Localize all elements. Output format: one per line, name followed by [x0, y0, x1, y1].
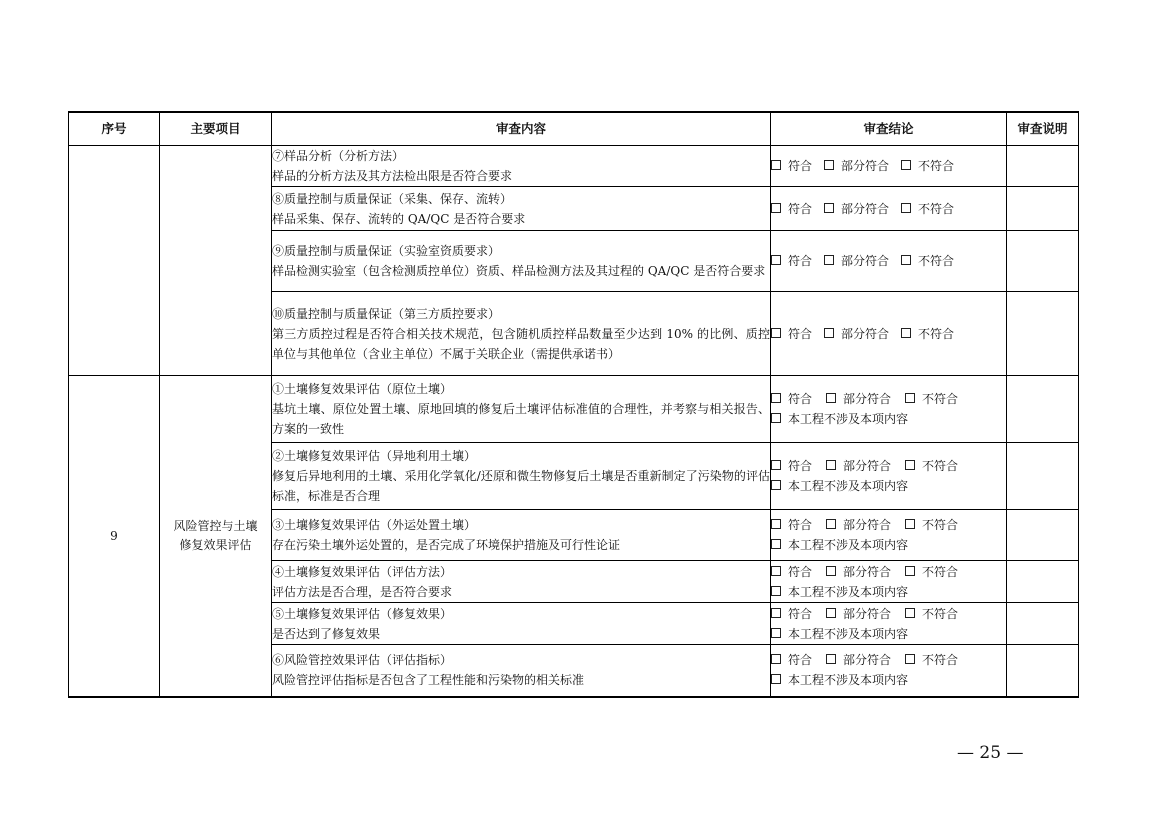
checkbox-label: 不符合 [922, 392, 959, 406]
checkbox-box[interactable] [826, 393, 836, 403]
checkbox-box[interactable] [905, 519, 915, 529]
checkbox-option[interactable] [771, 515, 812, 535]
conclusion-options [771, 456, 1006, 476]
checkbox-box[interactable] [771, 328, 781, 338]
item-title: ⑧质量控制与质量保证（采集、保存、流转） [272, 191, 513, 206]
checkbox-label: 部分符合 [841, 326, 890, 341]
checkbox-box[interactable] [771, 674, 781, 684]
checkbox-label: 符合 [788, 201, 813, 216]
checkbox-label: 符合 [788, 326, 813, 341]
review-remark-cell[interactable] [1007, 376, 1079, 443]
conclusion-na-option [771, 476, 1006, 496]
checkbox-option[interactable] [771, 650, 812, 670]
checkbox-label: 部分符合 [843, 392, 892, 406]
review-remark-cell[interactable] [1007, 645, 1079, 697]
checkbox-label: 部分符合 [841, 254, 890, 268]
checkbox-label: 不符合 [918, 201, 955, 216]
conclusion-options [771, 156, 1006, 176]
checkbox-option[interactable] [826, 604, 891, 624]
item-title: ①土壤修复效果评估（原位土壤） [272, 382, 453, 396]
checkbox-label: 不符合 [918, 326, 955, 341]
checkbox-option[interactable] [824, 156, 889, 176]
item-title: ②土壤修复效果评估（异地利用土壤） [272, 449, 477, 463]
item-title: ⑦样品分析（分析方法） [272, 149, 405, 163]
header-project: 主要项目 [160, 112, 272, 146]
checkbox-label: 部分符合 [843, 606, 892, 621]
checkbox-label: 符合 [788, 518, 813, 532]
review-remark-cell[interactable] [1007, 561, 1079, 603]
checkbox-label: 不符合 [922, 606, 959, 621]
checkbox-box[interactable] [771, 608, 781, 618]
project-cell [160, 376, 272, 697]
item-description: 是否达到了修复效果 [272, 626, 381, 641]
checkbox-label: 符合 [788, 392, 813, 406]
checkbox-box[interactable] [901, 203, 911, 213]
checkbox-option[interactable] [824, 251, 889, 271]
review-conclusion-cell [771, 443, 1007, 510]
checkbox-option[interactable] [826, 456, 891, 476]
review-remark-cell[interactable] [1007, 187, 1079, 231]
checkbox-option[interactable] [901, 251, 954, 271]
checkbox-label: 本工程不涉及本项内容 [788, 673, 909, 688]
item-title: ⑤土壤修复效果评估（修复效果） [272, 606, 453, 621]
checkbox-label: 符合 [788, 159, 813, 173]
checkbox-option[interactable] [771, 389, 812, 409]
checkbox-label: 本工程不涉及本项内容 [788, 584, 909, 599]
table-row [69, 376, 1079, 443]
checkbox-label: 不符合 [918, 254, 955, 268]
review-content-cell [272, 561, 771, 603]
checkbox-option[interactable] [826, 389, 891, 409]
checkbox-box[interactable] [826, 566, 836, 576]
header-conclusion: 审查结论 [771, 112, 1007, 146]
review-content-cell [272, 443, 771, 510]
review-content-cell [272, 645, 771, 697]
conclusion-na-option [771, 535, 1006, 555]
checkbox-label: 部分符合 [843, 564, 892, 579]
item-title: ⑩质量控制与质量保证（第三方质控要求） [272, 306, 501, 321]
checkbox-label: 不符合 [918, 159, 955, 173]
conclusion-na-option [771, 670, 1006, 690]
header-remark: 审查说明 [1007, 112, 1079, 146]
checkbox-box[interactable] [905, 608, 915, 618]
table-header-row [69, 112, 1079, 146]
checkbox-label: 本工程不涉及本项内容 [788, 412, 909, 426]
review-conclusion-cell [771, 561, 1007, 603]
checkbox-box[interactable] [824, 328, 834, 338]
checkbox-box[interactable] [826, 519, 836, 529]
checkbox-label: 符合 [788, 564, 813, 579]
checkbox-option[interactable] [905, 456, 958, 476]
checkbox-box[interactable] [771, 413, 781, 423]
review-conclusion-cell [771, 645, 1007, 697]
checkbox-label: 本工程不涉及本项内容 [788, 479, 909, 493]
checkbox-option[interactable] [826, 650, 891, 670]
checkbox-box[interactable] [771, 480, 781, 490]
item-title: ⑥风险管控效果评估（评估指标） [272, 653, 453, 668]
checkbox-option[interactable] [901, 324, 954, 344]
checkbox-box[interactable] [905, 393, 915, 403]
checkbox-option[interactable] [771, 582, 908, 602]
item-title: ③土壤修复效果评估（外运处置土壤） [272, 518, 477, 532]
checkbox-label: 部分符合 [841, 201, 890, 216]
checkbox-option[interactable] [771, 604, 812, 624]
review-remark-cell[interactable] [1007, 443, 1079, 510]
checkbox-box[interactable] [905, 566, 915, 576]
item-description: 基坑土壤、原位处置土壤、原地回填的修复后土壤评估标准值的合理性，并考察与相关报告、方案的一致性 [272, 402, 770, 436]
item-title: ⑨质量控制与质量保证（实验室资质要求） [272, 244, 501, 258]
checkbox-box[interactable] [905, 654, 915, 664]
checkbox-label: 符合 [788, 459, 813, 473]
item-description: 风险管控评估指标是否包含了工程性能和污染物的相关标准 [272, 673, 585, 688]
checkbox-label: 部分符合 [843, 653, 892, 668]
checkbox-option[interactable] [771, 251, 812, 271]
review-content-cell [272, 231, 771, 292]
checkbox-label: 不符合 [922, 459, 959, 473]
conclusion-na-option [771, 624, 1006, 644]
review-remark-cell[interactable] [1007, 603, 1079, 645]
checkbox-box[interactable] [824, 255, 834, 265]
serial-cell: 9 [69, 376, 160, 697]
conclusion-options [771, 650, 1006, 670]
checkbox-option[interactable] [905, 604, 958, 624]
checkbox-box[interactable] [826, 608, 836, 618]
checkbox-option[interactable] [771, 199, 812, 219]
review-remark-cell[interactable] [1007, 146, 1079, 187]
checkbox-label: 符合 [788, 653, 813, 668]
checkbox-box[interactable] [771, 586, 781, 596]
conclusion-options [771, 515, 1006, 535]
conclusion-options [771, 562, 1006, 582]
review-content-cell [272, 376, 771, 443]
checkbox-option[interactable] [905, 650, 958, 670]
checkbox-option[interactable] [826, 515, 891, 535]
item-description: 存在污染土壤外运处置的，是否完成了环境保护措施及可行性论证 [272, 538, 621, 552]
item-description: 样品的分析方法及其方法检出限是否符合要求 [272, 169, 513, 183]
checkbox-option[interactable] [905, 389, 958, 409]
header-content: 审查内容 [272, 112, 771, 146]
review-conclusion-cell [771, 187, 1007, 231]
conclusion-options [771, 389, 1006, 409]
checkbox-box[interactable] [771, 628, 781, 638]
checkbox-option[interactable] [905, 562, 958, 582]
review-remark-cell[interactable] [1007, 292, 1079, 376]
project-name: 风险管控与土壤修复效果评估 [173, 518, 258, 552]
review-content-cell [272, 187, 771, 231]
serial-cell [69, 146, 160, 376]
checkbox-option[interactable] [901, 199, 954, 219]
checkbox-box[interactable] [771, 255, 781, 265]
checkbox-option[interactable] [905, 515, 958, 535]
checkbox-box[interactable] [826, 654, 836, 664]
checkbox-label: 部分符合 [841, 159, 890, 173]
item-description: 修复后异地利用的土壤、采用化学氧化/还原和微生物修复后土壤是否重新制定了污染物的评估标准，标准是否合理 [272, 469, 770, 503]
checkbox-box[interactable] [901, 160, 911, 170]
item-description: 样品采集、保存、流转的 QA/QC 是否符合要求 [272, 211, 526, 226]
checkbox-box[interactable] [771, 393, 781, 403]
checkbox-option[interactable] [824, 324, 889, 344]
review-remark-cell[interactable] [1007, 231, 1079, 292]
checkbox-box[interactable] [824, 203, 834, 213]
item-title: ④土壤修复效果评估（评估方法） [272, 564, 453, 579]
conclusion-na-option [771, 582, 1006, 602]
checkbox-option[interactable] [771, 156, 812, 176]
checkbox-option[interactable] [901, 156, 954, 176]
item-description: 样品检测实验室（包含检测质控单位）资质、样品检测方法及其过程的 QA/QC 是否符合要求 [272, 264, 766, 278]
item-description: 评估方法是否合理，是否符合要求 [272, 584, 453, 599]
review-content-cell [272, 510, 771, 561]
review-conclusion-cell [771, 603, 1007, 645]
checkbox-box[interactable] [771, 539, 781, 549]
header-no: 序号 [69, 112, 160, 146]
checkbox-option[interactable] [771, 409, 908, 429]
checkbox-box[interactable] [901, 255, 911, 265]
checkbox-option[interactable] [771, 562, 812, 582]
checkbox-box[interactable] [771, 160, 781, 170]
checkbox-label: 本工程不涉及本项内容 [788, 626, 909, 641]
checkbox-label: 本工程不涉及本项内容 [788, 538, 909, 552]
table-row [69, 146, 1079, 187]
review-conclusion-cell [771, 292, 1007, 376]
checkbox-label: 不符合 [922, 653, 959, 668]
checkbox-option[interactable] [771, 624, 908, 644]
checkbox-label: 不符合 [922, 564, 959, 579]
checkbox-option[interactable] [771, 324, 812, 344]
checkbox-option[interactable] [771, 535, 908, 555]
project-cell [160, 146, 272, 376]
review-content-cell [272, 146, 771, 187]
checkbox-box[interactable] [771, 654, 781, 664]
checkbox-box[interactable] [905, 460, 915, 470]
checkbox-label: 符合 [788, 606, 813, 621]
checkbox-label: 不符合 [922, 518, 959, 532]
review-table [68, 111, 1079, 698]
review-conclusion-cell [771, 231, 1007, 292]
checkbox-option[interactable] [771, 476, 908, 496]
checkbox-option[interactable] [826, 562, 891, 582]
review-content-cell [272, 292, 771, 376]
page-number: — 25 — [957, 743, 1024, 763]
checkbox-option[interactable] [771, 670, 908, 690]
conclusion-options [771, 251, 1006, 271]
item-description: 第三方质控过程是否符合相关技术规范，包含随机质控样品数量至少达到 10% 的比例、质控单位与其他单位（含业主单位）不属于关联企业（需提供承诺书） [272, 326, 770, 361]
checkbox-box[interactable] [771, 203, 781, 213]
review-conclusion-cell [771, 376, 1007, 443]
review-conclusion-cell [771, 146, 1007, 187]
conclusion-na-option [771, 409, 1006, 429]
review-conclusion-cell [771, 510, 1007, 561]
checkbox-option[interactable] [824, 199, 889, 219]
conclusion-options [771, 324, 1006, 344]
checkbox-box[interactable] [771, 566, 781, 576]
checkbox-box[interactable] [824, 160, 834, 170]
checkbox-box[interactable] [771, 460, 781, 470]
conclusion-options [771, 604, 1006, 624]
checkbox-box[interactable] [826, 460, 836, 470]
checkbox-label: 符合 [788, 254, 813, 268]
checkbox-label: 部分符合 [843, 518, 892, 532]
review-remark-cell[interactable] [1007, 510, 1079, 561]
checkbox-box[interactable] [771, 519, 781, 529]
review-content-cell [272, 603, 771, 645]
conclusion-options [771, 199, 1006, 219]
checkbox-box[interactable] [901, 328, 911, 338]
checkbox-option[interactable] [771, 456, 812, 476]
checkbox-label: 部分符合 [843, 459, 892, 473]
